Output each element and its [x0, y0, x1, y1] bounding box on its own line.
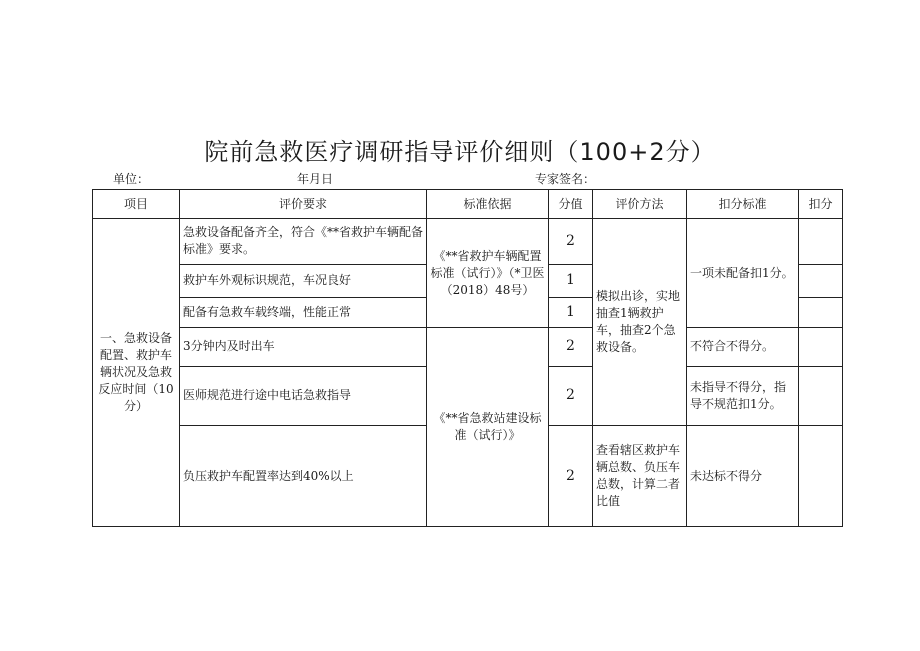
requirement-cell: 急救设备配备齐全，符合《**省救护车辆配备标准》要求。: [180, 219, 427, 265]
deduction-cell: [799, 297, 843, 328]
page-title: 院前急救医疗调研指导评价细则（100+2分）: [204, 138, 716, 166]
requirement-cell: 3分钟内及时出车: [180, 328, 427, 367]
section-name: 一、急救设备配置、救护车辆状况及急救反应时间（10分）: [93, 219, 180, 527]
deduction-cell: [799, 219, 843, 265]
expert-signature-label: 专家签名：: [535, 172, 596, 186]
table-row: [93, 328, 843, 367]
requirement-cell: 救护车外观标识规范，车况良好: [180, 264, 427, 297]
requirement-cell: 医师规范进行途中电话急救指导: [180, 366, 427, 425]
header-deduction: 扣分: [799, 190, 843, 219]
requirement-cell: 负压救护车配置率达到40%以上: [180, 426, 427, 527]
header-project: 项目: [93, 190, 180, 219]
deduction-standard-cell: 不符合不得分。: [687, 328, 799, 367]
score-cell: 1: [549, 264, 593, 297]
score-cell: 2: [549, 426, 593, 527]
basis-cell: 《**省救护车辆配置标准（试行）》（*卫医（2018）48号）: [427, 219, 549, 328]
requirement-cell: 配备有急救车载终端，性能正常: [180, 297, 427, 328]
header-requirement: 评价要求: [180, 190, 427, 219]
evaluation-table: [92, 189, 843, 527]
deduction-cell: [799, 264, 843, 297]
method-cell: 查看辖区救护车辆总数、负压车总数，计算二者比值: [593, 426, 687, 527]
deduction-cell: [799, 366, 843, 425]
score-cell: 2: [549, 219, 593, 265]
header-score: 分值: [549, 190, 593, 219]
header-basis: 标准依据: [427, 190, 549, 219]
date-label: 年月日: [297, 172, 334, 186]
score-cell: 2: [549, 366, 593, 425]
score-cell: 2: [549, 328, 593, 367]
deduction-cell: [799, 426, 843, 527]
unit-label: 单位：: [113, 172, 150, 186]
table-row: [93, 219, 843, 265]
deduction-standard-cell: 一项未配备扣1分。: [687, 219, 799, 328]
deduction-standard-cell: 未指导不得分，指导不规范扣1分。: [687, 366, 799, 425]
basis-cell: 《**省急救站建设标准（试行）》: [427, 328, 549, 527]
header-method: 评价方法: [593, 190, 687, 219]
deduction-standard-cell: 未达标不得分: [687, 426, 799, 527]
method-cell: 模拟出诊，实地抽查1辆救护车，抽查2个急救设备。: [593, 219, 687, 426]
header-deduction-standard: 扣分标准: [687, 190, 799, 219]
table-header-row: [93, 190, 843, 219]
deduction-cell: [799, 328, 843, 367]
score-cell: 1: [549, 297, 593, 328]
